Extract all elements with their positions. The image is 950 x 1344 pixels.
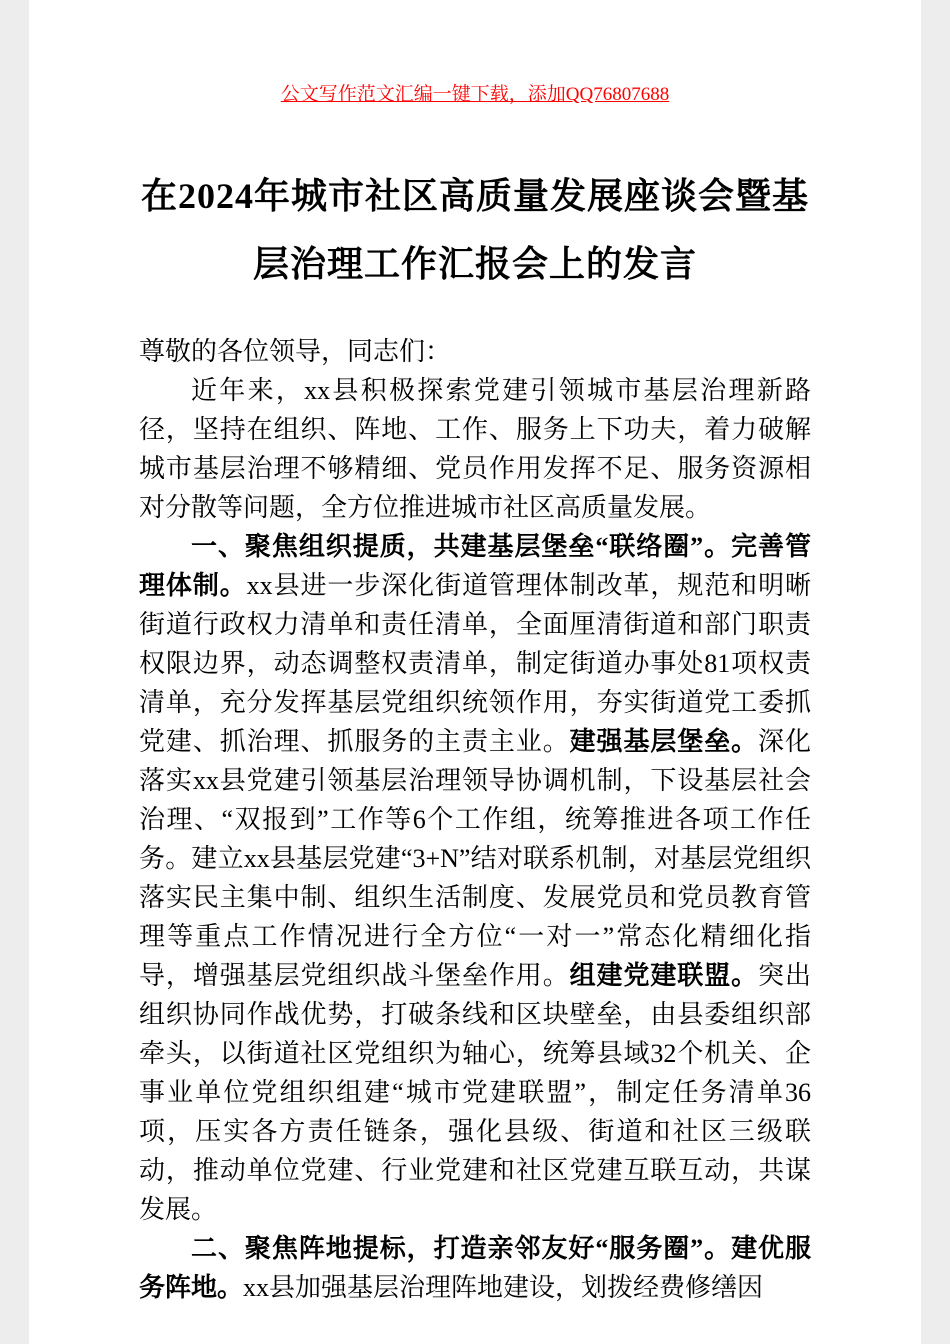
paragraph-text-segment: 深化落实xx县党建引领基层治理领导协调机制，下设基层社会治理、“双报到”工作等6个工作组，统筹推进各项工作任务。建立xx县基层党建“3+N”结对联系机制，对基层党组织落实民主集中制、组织生活制度、发展党员和党员教育管理等重点工作情况进行全方位“一对一”常态化精细化指导，增强基层党组织战斗堡垒作用。 xyxy=(139,727,811,990)
paragraph xyxy=(139,1229,811,1307)
paragraph-text-segment: xx县进一步深化街道管理体制改革，规范和明晰街道行政权力清单和责任清单，全面厘清街道和部门职责权限边界，动态调整权责清单，制定街道办事处81项权责清单，充分发挥基层党组织统领作用，夯实街道党工委抓党建、抓治理、抓服务的主责主业。 xyxy=(139,571,811,756)
title-line-1: 在2024年城市社区高质量发展座谈会暨基 xyxy=(140,176,809,216)
paragraph-heading-segment: 组建党建联盟。 xyxy=(569,961,759,990)
header-ad-link[interactable]: 公文写作范文汇编一键下载，添加QQ76807688 xyxy=(280,84,670,105)
paragraph-text-segment: 近年来，xx县积极探索党建引领城市基层治理新路径，坚持在组织、阵地、工作、服务上下功夫，着力破解城市基层治理不够精细、党员作用发挥不足、服务资源相对分散等问题，全方位推进城市社区高质量发展。 xyxy=(139,376,811,522)
paragraph-heading-segment: 一、聚焦组织提质，共建基层堡垒“联络圈”。完善管理体制。 xyxy=(139,532,811,600)
paragraph xyxy=(139,371,811,527)
document-body xyxy=(139,332,811,1307)
paragraph-heading-segment: 二、聚焦阵地提标，打造亲邻友好“服务圈”。建优服务阵地。 xyxy=(139,1234,811,1302)
paragraph-text-segment: xx县加强基层治理阵地建设，划拨经费修缮因 xyxy=(243,1273,764,1302)
paragraph-text-segment: 突出组织协同作战优势，打破条线和区块壁垒，由县委组织部牵头，以街道社区党组织为轴心，统筹县域32个机关、企事业单位党组织组建“城市党建联盟”，制定任务清单36项，压实各方责任链条，强化县级、街道和社区三级联动，推动单位党建、行业党建和社区党建互联互动，共谋发展。 xyxy=(139,961,811,1224)
document-title xyxy=(139,162,811,298)
paragraph-heading-segment: 建强基层堡垒。 xyxy=(569,727,759,756)
paragraph-text-segment: 尊敬的各位领导，同志们： xyxy=(139,337,452,366)
paragraph xyxy=(139,332,811,371)
document-page xyxy=(29,0,921,1344)
title-line-2: 层治理工作汇报会上的发言 xyxy=(252,244,697,284)
paragraph xyxy=(139,527,811,1229)
